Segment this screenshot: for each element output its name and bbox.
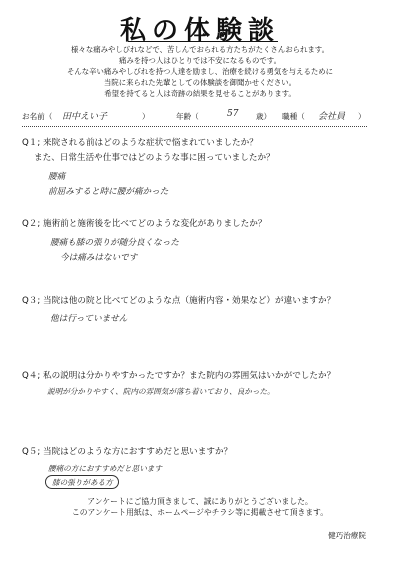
- page-title: 私の体験談: [119, 16, 280, 46]
- answer-3-line-1: 他は行っていません: [50, 314, 128, 324]
- question-1: Q１; 来院される前はどのような症状で悩まれていましたか？: [22, 138, 258, 148]
- question-3: Q３; 当院は他の院と比べてどのような点（施術内容・効果など）が違いますか？: [22, 296, 336, 306]
- answer-2-line-2: 今は痛みはないです: [60, 253, 138, 263]
- answer-2-line-1: 腰痛も膝の張りが随分良くなった: [50, 238, 179, 248]
- answer-1-line-2: 前屈みすると時に腰が痛かった: [48, 187, 169, 197]
- question-2: Q２; 施術前と施術後を比べてどのような変化がありましたか？: [22, 219, 267, 229]
- footer-line-1: アンケートにご協力頂きまして、誠にありがとうございました。: [87, 497, 313, 506]
- job-close: ）: [358, 112, 366, 121]
- answer-5-line-1: 腰痛の方におすすめだと思います: [48, 464, 162, 473]
- title-underline: [128, 41, 278, 42]
- intro-line: 希望を持てると人は奇跡の結果を見せることがあります。: [104, 88, 296, 98]
- question-4: Q４; 私の説明は分かりやすかったですか？また院内の雰囲気はいかがでしたか？: [22, 371, 336, 381]
- age-value: 57: [227, 109, 239, 119]
- intro-line: そんな辛い痛みやしびれを持つ人達を励まし、治療を続ける勇気を与えるために: [66, 66, 334, 76]
- job-label: 職種（: [282, 112, 305, 121]
- name-close: ）: [142, 112, 150, 121]
- age-unit: 歳）: [256, 112, 272, 121]
- question-5: Q５; 当院はどのような方におすすめだと思いますか？: [22, 447, 233, 457]
- intro-line: 痛みを持つ人はひとりでは不安になるものです。: [118, 55, 281, 65]
- clinic-name: 健巧治療院: [328, 531, 366, 540]
- footer-thanks: [0, 496, 400, 518]
- respondent-info: [22, 109, 382, 125]
- age-label: 年齢（: [176, 112, 199, 121]
- answer-5-line-2: 膝の張りがある方: [52, 478, 113, 487]
- answer-1-line-1: 腰痛: [48, 172, 66, 182]
- job-value: 会社員: [318, 112, 346, 122]
- footer-line-2: このアンケート用紙は、ホームページやチラシ等に掲載させて頂きます。: [71, 508, 329, 517]
- intro-text: [0, 45, 400, 100]
- question-1-sub: また、日常生活や仕事ではどのような事に困っていましたか？: [34, 153, 275, 163]
- intro-line: 様々な痛みやしびれなどで、苦しんでおられる方たちがたくさんおられます。: [71, 45, 329, 54]
- info-underline: [22, 126, 367, 127]
- answer-4-line-1: 説明が分かりやすく、院内の雰囲気が落ち着いており、良かった。: [47, 387, 275, 396]
- intro-line: 当院に来られた先輩としての体験談を御聞かせください。: [103, 77, 297, 87]
- name-value: 田中えい子: [62, 112, 108, 122]
- name-label: お名前（: [22, 112, 53, 121]
